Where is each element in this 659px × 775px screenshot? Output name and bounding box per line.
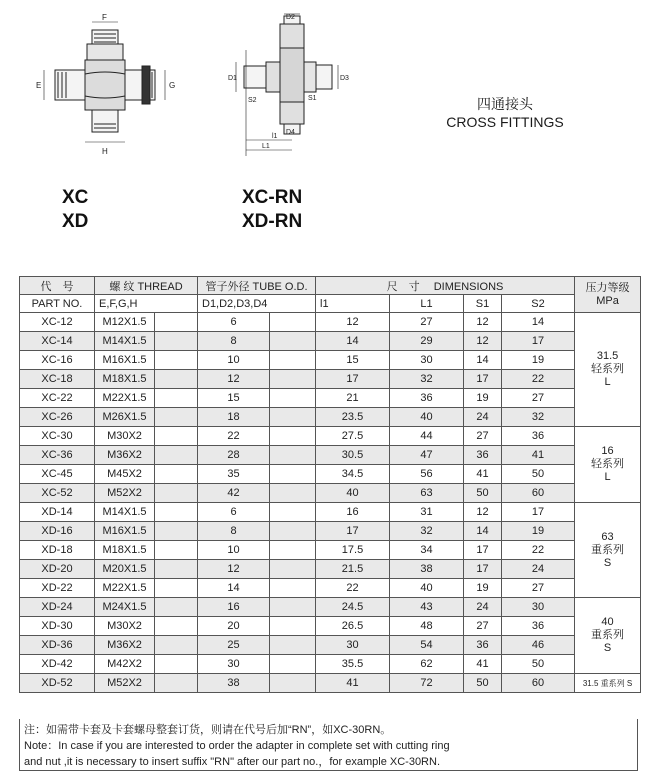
table-row [20, 408, 641, 427]
thread-spacer-cell [155, 465, 198, 484]
part-no-cell: XC-12 [20, 313, 95, 332]
tube-spacer-cell [270, 617, 316, 636]
s2-cell: 22 [502, 541, 575, 560]
thread-cell: M18X1.5 [95, 370, 155, 389]
tube-spacer-cell [270, 598, 316, 617]
tube-spacer-cell [270, 427, 316, 446]
tube-od-cell: 35 [198, 465, 270, 484]
l1-cell: 43 [390, 598, 464, 617]
l1-small-cell: 22 [316, 579, 390, 598]
note-cn: 注：如需带卡套及卡套螺母整套订货，则请在代号后加“RN”，如XC-30RN。 [24, 724, 392, 736]
header-tube: 管子外径 TUBE O.D. [198, 277, 316, 295]
l1-cell: 72 [390, 674, 464, 693]
thread-spacer-cell [155, 389, 198, 408]
l1-cell: 40 [390, 579, 464, 598]
table-row [20, 579, 641, 598]
l1-small-cell: 17 [316, 522, 390, 541]
header-grade-unit: MPa [596, 294, 619, 307]
tube-spacer-cell [270, 465, 316, 484]
header-thread-sizes: E,F,G,H [95, 295, 198, 313]
thread-spacer-cell [155, 427, 198, 446]
thread-cell: M30X2 [95, 427, 155, 446]
table-row [20, 332, 641, 351]
dim-label-e: E [36, 81, 42, 90]
thread-spacer-cell [155, 484, 198, 503]
l1-small-cell: 21.5 [316, 560, 390, 579]
note-en-line1: Note：In case if you are interested to order the adapter in complete set with cutting ring [24, 740, 450, 752]
l1-cell: 30 [390, 351, 464, 370]
table-row [20, 313, 641, 332]
thread-spacer-cell [155, 598, 198, 617]
s2-cell: 14 [502, 313, 575, 332]
part-no-cell: XD-14 [20, 503, 95, 522]
thread-cell: M24X1.5 [95, 598, 155, 617]
tube-od-cell: 6 [198, 313, 270, 332]
tube-spacer-cell [270, 370, 316, 389]
l1-small-cell: 34.5 [316, 465, 390, 484]
table-row [20, 617, 641, 636]
s2-cell: 24 [502, 560, 575, 579]
pressure-grade-code: L [604, 471, 611, 483]
dim-label-g: G [169, 81, 176, 90]
dim-label-l1: L1 [262, 143, 270, 150]
part-no-cell: XC-36 [20, 446, 95, 465]
pressure-grade-code: L [604, 376, 611, 388]
product-title-cn: 四通接头 [477, 96, 533, 112]
pressure-grade-series: 轻系列 [591, 458, 625, 470]
tube-od-cell: 10 [198, 541, 270, 560]
dim-label-l1-small: l1 [272, 133, 278, 140]
part-no-cell: XD-42 [20, 655, 95, 674]
thread-cell: M12X1.5 [95, 313, 155, 332]
l1-small-cell: 23.5 [316, 408, 390, 427]
l1-cell: 32 [390, 370, 464, 389]
part-no-cell: XC-18 [20, 370, 95, 389]
l1-cell: 62 [390, 655, 464, 674]
thread-cell: M16X1.5 [95, 351, 155, 370]
header-s1: S1 [464, 295, 502, 313]
table-row [20, 598, 641, 617]
l1-cell: 34 [390, 541, 464, 560]
header-l1: L1 [390, 295, 464, 313]
thread-cell: M42X2 [95, 655, 155, 674]
header-thread: 螺 纹 THREAD [95, 277, 198, 295]
s1-cell: 14 [464, 522, 502, 541]
header-grade-cn: 压力等级 [585, 281, 630, 294]
pressure-grade-value: 31.5 [596, 350, 619, 362]
s1-cell: 24 [464, 598, 502, 617]
table-row [20, 541, 641, 560]
tube-od-cell: 22 [198, 427, 270, 446]
order-note [19, 719, 638, 771]
product-title-en: CROSS FITTINGS [446, 114, 564, 130]
model-xd: XD [62, 211, 89, 232]
dim-label-d3: D3 [340, 75, 349, 82]
l1-small-cell: 14 [316, 332, 390, 351]
tube-od-cell: 8 [198, 522, 270, 541]
thread-cell: M36X2 [95, 446, 155, 465]
l1-small-cell: 24.5 [316, 598, 390, 617]
l1-small-cell: 35.5 [316, 655, 390, 674]
pressure-grade-series: 轻系列 [591, 363, 625, 375]
part-no-cell: XC-52 [20, 484, 95, 503]
s1-cell: 41 [464, 465, 502, 484]
cross-fitting-rn-drawing [222, 10, 357, 160]
header-tube-sizes: D1,D2,D3,D4 [198, 295, 316, 313]
s2-cell: 50 [502, 655, 575, 674]
dimensions-table [19, 276, 641, 693]
tube-od-cell: 42 [198, 484, 270, 503]
l1-small-cell: 40 [316, 484, 390, 503]
pressure-grade-cell [575, 503, 641, 598]
table-row [20, 674, 641, 693]
s1-cell: 17 [464, 541, 502, 560]
thread-cell: M22X1.5 [95, 579, 155, 598]
pressure-grade-value: 40 [601, 616, 614, 628]
part-no-cell: XD-24 [20, 598, 95, 617]
tube-spacer-cell [270, 351, 316, 370]
table-row [20, 484, 641, 503]
thread-cell: M30X2 [95, 617, 155, 636]
s2-cell: 60 [502, 674, 575, 693]
l1-small-cell: 30.5 [316, 446, 390, 465]
thread-cell: M36X2 [95, 636, 155, 655]
tube-spacer-cell [270, 389, 316, 408]
tube-od-cell: 15 [198, 389, 270, 408]
tube-spacer-cell [270, 541, 316, 560]
table-row [20, 446, 641, 465]
product-title [420, 95, 590, 131]
s1-cell: 36 [464, 636, 502, 655]
tube-od-cell: 20 [198, 617, 270, 636]
model-labels-left [62, 186, 88, 234]
thread-cell: M22X1.5 [95, 389, 155, 408]
thread-spacer-cell [155, 522, 198, 541]
l1-small-cell: 17.5 [316, 541, 390, 560]
thread-spacer-cell [155, 370, 198, 389]
dim-label-d2: D2 [286, 14, 295, 21]
s2-cell: 60 [502, 484, 575, 503]
part-no-cell: XC-45 [20, 465, 95, 484]
tube-spacer-cell [270, 408, 316, 427]
tube-od-cell: 25 [198, 636, 270, 655]
s2-cell: 36 [502, 427, 575, 446]
s1-cell: 50 [464, 674, 502, 693]
pressure-grade-series: 重系列 [591, 543, 625, 556]
s2-cell: 46 [502, 636, 575, 655]
thread-spacer-cell [155, 446, 198, 465]
l1-small-cell: 15 [316, 351, 390, 370]
part-no-cell: XD-20 [20, 560, 95, 579]
thread-cell: M18X1.5 [95, 541, 155, 560]
pressure-grade-cell [575, 427, 641, 503]
part-no-cell: XD-30 [20, 617, 95, 636]
dim-label-s1: S1 [308, 95, 317, 102]
thread-cell: M14X1.5 [95, 503, 155, 522]
l1-cell: 32 [390, 522, 464, 541]
s1-cell: 17 [464, 560, 502, 579]
l1-small-cell: 16 [316, 503, 390, 522]
l1-cell: 27 [390, 313, 464, 332]
s1-cell: 12 [464, 503, 502, 522]
part-no-cell: XC-16 [20, 351, 95, 370]
s2-cell: 36 [502, 617, 575, 636]
table-row [20, 389, 641, 408]
dim-label-d4: D4 [286, 129, 295, 136]
table-row [20, 351, 641, 370]
tube-spacer-cell [270, 332, 316, 351]
s2-cell: 19 [502, 522, 575, 541]
tube-od-cell: 16 [198, 598, 270, 617]
s1-cell: 12 [464, 313, 502, 332]
s1-cell: 19 [464, 389, 502, 408]
thread-spacer-cell [155, 560, 198, 579]
part-no-cell: XD-52 [20, 674, 95, 693]
pressure-grade-value: 16 [601, 445, 614, 457]
thread-spacer-cell [155, 636, 198, 655]
table-row [20, 636, 641, 655]
tube-od-cell: 12 [198, 370, 270, 389]
s2-cell: 19 [502, 351, 575, 370]
part-no-cell: XC-30 [20, 427, 95, 446]
tube-spacer-cell [270, 674, 316, 693]
model-xd-rn: XD-RN [242, 211, 303, 232]
tube-spacer-cell [270, 503, 316, 522]
l1-small-cell: 21 [316, 389, 390, 408]
l1-small-cell: 17 [316, 370, 390, 389]
l1-cell: 54 [390, 636, 464, 655]
l1-cell: 31 [390, 503, 464, 522]
model-labels-right [242, 186, 302, 234]
thread-spacer-cell [155, 351, 198, 370]
part-no-cell: XC-14 [20, 332, 95, 351]
model-xc: XC [62, 187, 89, 208]
tube-spacer-cell [270, 522, 316, 541]
part-no-cell: XD-36 [20, 636, 95, 655]
s1-cell: 17 [464, 370, 502, 389]
s1-cell: 27 [464, 427, 502, 446]
l1-cell: 38 [390, 560, 464, 579]
tube-od-cell: 18 [198, 408, 270, 427]
header-grade [575, 277, 641, 313]
pressure-grade-cell [575, 598, 641, 674]
thread-spacer-cell [155, 503, 198, 522]
s2-cell: 17 [502, 332, 575, 351]
part-no-cell: XC-22 [20, 389, 95, 408]
l1-small-cell: 41 [316, 674, 390, 693]
pressure-grade-series: 重系列 [591, 629, 625, 641]
table-row [20, 503, 641, 522]
thread-cell: M52X2 [95, 674, 155, 693]
tube-od-cell: 10 [198, 351, 270, 370]
s2-cell: 17 [502, 503, 575, 522]
thread-cell: M14X1.5 [95, 332, 155, 351]
pressure-grade-code: S [603, 642, 612, 654]
tube-od-cell: 8 [198, 332, 270, 351]
l1-small-cell: 30 [316, 636, 390, 655]
thread-cell: M16X1.5 [95, 522, 155, 541]
tube-od-cell: 6 [198, 503, 270, 522]
tube-spacer-cell [270, 579, 316, 598]
pressure-grade-code: S [603, 556, 612, 569]
note-en-line2: and nut ,it is necessary to insert suffix "RN" after our part no.，for example XC-30RN. [24, 756, 441, 768]
s1-cell: 19 [464, 579, 502, 598]
tube-od-cell: 38 [198, 674, 270, 693]
header-code: 代 号 [20, 277, 95, 295]
pressure-grade-cell: 31.5 重系列 S [575, 674, 641, 693]
l1-small-cell: 12 [316, 313, 390, 332]
dim-label-f: F [102, 13, 107, 22]
l1-small-cell: 27.5 [316, 427, 390, 446]
s2-cell: 41 [502, 446, 575, 465]
tube-od-cell: 28 [198, 446, 270, 465]
pressure-grade-cell [575, 313, 641, 427]
thread-cell: M20X1.5 [95, 560, 155, 579]
thread-spacer-cell [155, 313, 198, 332]
thread-spacer-cell [155, 408, 198, 427]
table-row [20, 522, 641, 541]
part-no-cell: XD-16 [20, 522, 95, 541]
l1-cell: 48 [390, 617, 464, 636]
s2-cell: 22 [502, 370, 575, 389]
tube-od-cell: 30 [198, 655, 270, 674]
dim-label-s2: S2 [248, 97, 257, 104]
thread-spacer-cell [155, 579, 198, 598]
s1-cell: 14 [464, 351, 502, 370]
thread-cell: M26X1.5 [95, 408, 155, 427]
tube-spacer-cell [270, 560, 316, 579]
s2-cell: 30 [502, 598, 575, 617]
header-dimensions: 尺 寸 DIMENSIONS [316, 277, 575, 295]
l1-cell: 29 [390, 332, 464, 351]
l1-small-cell: 26.5 [316, 617, 390, 636]
l1-cell: 44 [390, 427, 464, 446]
pressure-grade-value: 63 [601, 530, 614, 543]
l1-cell: 36 [390, 389, 464, 408]
s1-cell: 36 [464, 446, 502, 465]
thread-spacer-cell [155, 617, 198, 636]
header-s2: S2 [502, 295, 575, 313]
tube-od-cell: 14 [198, 579, 270, 598]
l1-cell: 47 [390, 446, 464, 465]
header-l1-small: l1 [316, 295, 390, 313]
tube-spacer-cell [270, 636, 316, 655]
table-row [20, 655, 641, 674]
s1-cell: 27 [464, 617, 502, 636]
dim-label-d1: D1 [228, 75, 237, 82]
part-no-cell: XD-18 [20, 541, 95, 560]
thread-cell: M45X2 [95, 465, 155, 484]
thread-spacer-cell [155, 541, 198, 560]
model-xc-rn: XC-RN [242, 187, 303, 208]
tube-spacer-cell [270, 484, 316, 503]
thread-spacer-cell [155, 655, 198, 674]
table-row [20, 370, 641, 389]
thread-cell: M52X2 [95, 484, 155, 503]
s2-cell: 32 [502, 408, 575, 427]
part-no-cell: XC-26 [20, 408, 95, 427]
s1-cell: 41 [464, 655, 502, 674]
s1-cell: 12 [464, 332, 502, 351]
table-row [20, 427, 641, 446]
tube-spacer-cell [270, 655, 316, 674]
tube-spacer-cell [270, 313, 316, 332]
dim-label-h: H [102, 147, 108, 156]
tube-spacer-cell [270, 446, 316, 465]
cross-fitting-drawing [30, 12, 180, 162]
s2-cell: 27 [502, 579, 575, 598]
s2-cell: 27 [502, 389, 575, 408]
s1-cell: 50 [464, 484, 502, 503]
l1-cell: 40 [390, 408, 464, 427]
thread-spacer-cell [155, 674, 198, 693]
table-row [20, 560, 641, 579]
l1-cell: 63 [390, 484, 464, 503]
tube-od-cell: 12 [198, 560, 270, 579]
thread-spacer-cell [155, 332, 198, 351]
part-no-cell: XD-22 [20, 579, 95, 598]
l1-cell: 56 [390, 465, 464, 484]
s1-cell: 24 [464, 408, 502, 427]
s2-cell: 50 [502, 465, 575, 484]
header-part-no: PART NO. [20, 295, 95, 313]
table-row [20, 465, 641, 484]
